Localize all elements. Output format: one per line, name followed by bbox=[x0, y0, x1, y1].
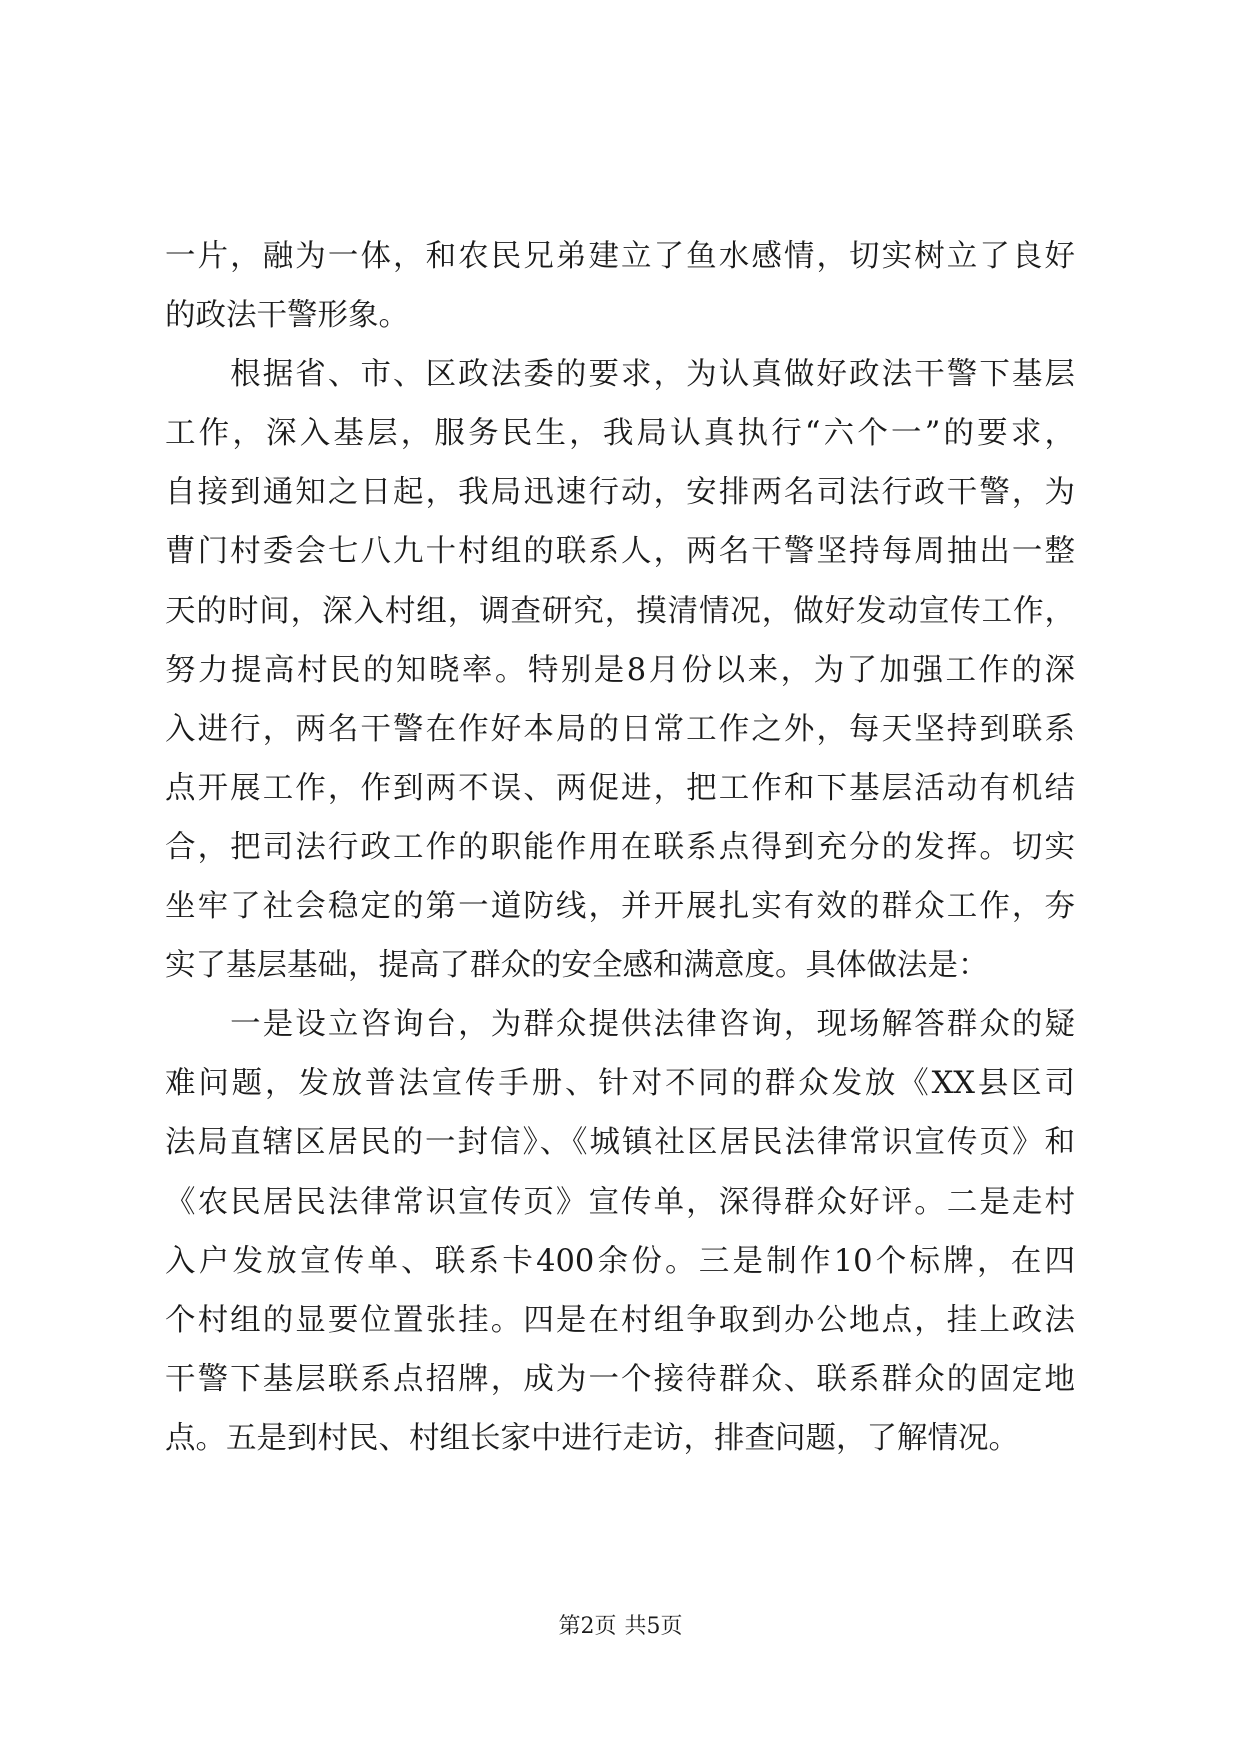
paragraph-2 bbox=[165, 345, 1075, 995]
text-line: 合，把司法行政工作的职能作用在联系点得到充分的发挥。切实 bbox=[165, 829, 1075, 865]
text-line: 点。五是到村民、村组长家中进行走访，排查问题，了解情况。 bbox=[165, 1420, 1019, 1456]
text-line: 的政法干警形象。 bbox=[165, 298, 409, 334]
text-line: 入户发放宣传单、联系卡400余份。三是制作10个标牌，在四 bbox=[165, 1243, 1075, 1279]
text-line: 点开展工作，作到两不误、两促进，把工作和下基层活动有机结 bbox=[165, 770, 1075, 806]
document-body bbox=[165, 227, 1075, 1468]
text-line: 工作，深入基层，服务民生，我局认真执行“六个一”的要求， bbox=[165, 416, 1075, 452]
text-line: 根据省、市、区政法委的要求，为认真做好政法干警下基层 bbox=[165, 357, 1075, 393]
text-line: 一是设立咨询台，为群众提供法律咨询，现场解答群众的疑 bbox=[165, 1007, 1075, 1043]
text-line: 坐牢了社会稳定的第一道防线，并开展扎实有效的群众工作，夯 bbox=[165, 889, 1075, 925]
paragraph-3 bbox=[165, 995, 1075, 1468]
text-line: 实了基层基础，提高了群众的安全感和满意度。具体做法是： bbox=[165, 948, 989, 984]
text-line: 《农民居民法律常识宣传页》宣传单，深得群众好评。二是走村 bbox=[165, 1184, 1075, 1220]
text-line: 干警下基层联系点招牌，成为一个接待群众、联系群众的固定地 bbox=[165, 1361, 1075, 1397]
page-footer bbox=[0, 1612, 1241, 1642]
text-line: 曹门村委会七八九十村组的联系人，两名干警坚持每周抽出一整 bbox=[165, 534, 1075, 570]
page-total: 共5页 bbox=[624, 1614, 683, 1639]
text-line: 个村组的显要位置张挂。四是在村组争取到办公地点，挂上政法 bbox=[165, 1302, 1075, 1338]
text-line: 入进行，两名干警在作好本局的日常工作之外，每天坚持到联系 bbox=[165, 711, 1075, 747]
text-line: 自接到通知之日起，我局迅速行动，安排两名司法行政干警，为 bbox=[165, 475, 1075, 511]
paragraph-1 bbox=[165, 227, 1075, 345]
text-line: 一片，融为一体，和农民兄弟建立了鱼水感情，切实树立了良好 bbox=[165, 239, 1075, 274]
text-line: 法局直辖区居民的一封信》、《城镇社区居民法律常识宣传页》和 bbox=[165, 1125, 1075, 1161]
text-line: 努力提高村民的知晓率。特别是8月份以来，为了加强工作的深 bbox=[165, 652, 1075, 688]
text-line: 天的时间，深入村组，调查研究，摸清情况，做好发动宣传工作， bbox=[165, 593, 1075, 629]
page-number: 第2页 bbox=[558, 1614, 617, 1639]
text-line: 难问题，发放普法宣传手册、针对不同的群众发放《XX县区司 bbox=[165, 1066, 1075, 1102]
